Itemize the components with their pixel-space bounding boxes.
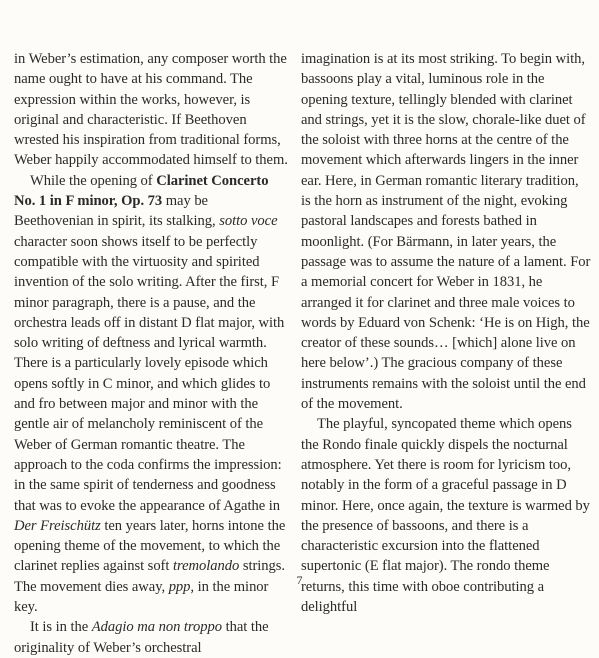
paragraph xyxy=(14,49,288,171)
paragraph-text: ten years later, horns intone the opening theme of the movement, to which the clarinet replies against soft xyxy=(14,517,286,575)
italic-title: Der Freischütz xyxy=(14,517,101,534)
italic-term: sotto voce xyxy=(219,213,278,230)
paragraph xyxy=(14,617,288,658)
paragraph-text: imagination is at its most striking. To begin with, bassoons play a vital, luminous role in the opening texture, tellingly blended with clarinet and strings, yet it is the slow, chorale-like duet of the soloist with three horns at the centre of the movement which afterwards lingers in the inner ear. Here, in German romantic literary tradition, is the horn as instrument of the night, evoking pastoral landscapes and forests bathed in moonlight. (For Bärmann, in later years, the passage was to assume the nature of a lament. For a memorial concert for Weber in 1831, he arranged it for clarinet and three male voices to words by Eduard von Schenk: ‘He is on High, the creator of these sounds… [which] alone live on here below’.) The gracious company of these instruments remains with the soloist until the end of the movement. xyxy=(301,51,591,413)
italic-term: ppp, xyxy=(168,578,195,595)
paragraph xyxy=(301,49,591,414)
paragraph-text: strings. The movement dies away, xyxy=(14,558,286,595)
paragraph-text: It is in the xyxy=(30,619,92,636)
paragraph-text: in Weber’s estimation, any composer worth the name ought to have at his command. The expression within the works, however, is original and characteristic. If Beethoven wrested his inspiration from traditional forms, Weber happily accommodated himself to them. xyxy=(14,51,288,169)
paragraph-text: The playful, syncopated theme which opens the Rondo finale quickly dispels the nocturnal atmosphere. Yet there is room for lyricism too, notably in the form of a graceful passage in D minor. Here, once again, the texture is warmed by the presence of bassoons, and there is a characteristic excursion into the flattened supertonic (E flat major). The rondo theme returns, this time with oboe contributing a delightful xyxy=(301,416,590,616)
page-number: 7 xyxy=(296,573,303,587)
paragraph-text: may be Beethovenian in spirit, its stalking, xyxy=(14,193,220,230)
paragraph-text: in the minor key. xyxy=(14,578,269,616)
left-column xyxy=(14,49,288,658)
italic-term: tremolando xyxy=(172,558,240,575)
paragraph-text: character soon shows itself to be perfectly compatible with the virtuosity and spirited invention of the solo writing. After the first, F minor paragraph, there is a pause, and the orchestra leads off in distant D flat major, with solo writing of deftness and lyrical warmth. There is a particularly lovely episode which opens softly in C minor, and which glides to and fro between major and minor with the gentle air of melancholy reminiscent of the Weber of German romantic theatre. The approach to the coda confirms the impression: in the same spirit of tenderness and goodness that was to evoke the appearance of Agathe in xyxy=(14,233,285,514)
paragraph-text: that the originality of Weber’s orchestral xyxy=(14,619,269,656)
work-title: Clarinet Concerto No. 1 in F minor, Op. 73 xyxy=(14,172,269,210)
right-column xyxy=(301,49,591,617)
italic-term: Adagio ma non troppo xyxy=(91,619,222,636)
paragraph xyxy=(14,171,288,618)
paragraph-text: While the opening of xyxy=(30,172,157,189)
